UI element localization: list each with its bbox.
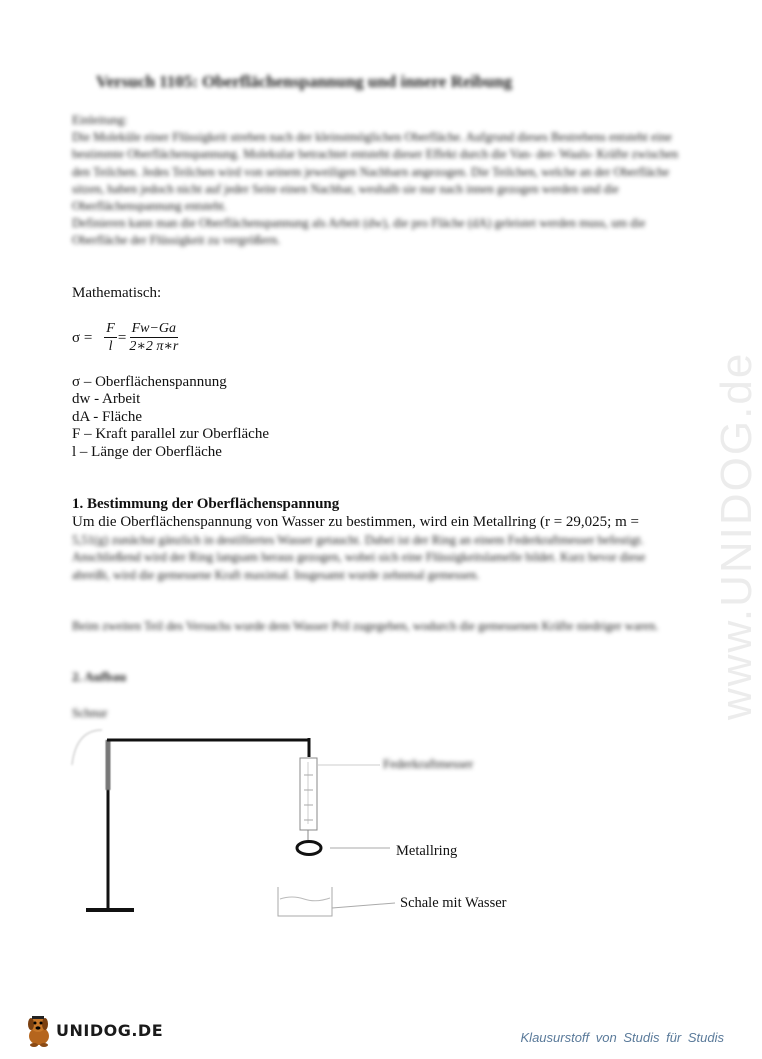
intro-paragraph-1: Die Moleküle einer Flüssigkeit streben nach der kleinstmöglichen Oberfläche. Aufgrund dieses Bestrebens entsteht eine bestimmte Oberflächenspannung. Molekular betrachtet entsteht dieser Effekt durch die Van- der- Waals- Kräfte zwischen den Teilchen. Jedes Teilchen wird von seinem jeweiligen Nachbarn angezogen. Die Teilchen, welche an der Oberfläche sitzen, haben jedoch nicht auf jeder Seite einen Nachbar, weshalb sie nur nach innen gezogen werden und die Oberflächenspannung entsteht.	[72, 130, 679, 214]
section-1-title: 1. Bestimmung der Oberflächenspannung	[72, 496, 340, 512]
label-schnur: Schnur	[72, 706, 108, 720]
section-1-first-line: Um die Oberflächenspannung von Wasser zu bestimmen, wird ein Metallring (r = 29,025; m =	[72, 514, 639, 530]
formula-equals: =	[117, 329, 127, 346]
unidog-logo	[24, 1012, 163, 1048]
definition-item: l – Länge der Oberfläche	[72, 443, 222, 460]
intro-heading: Einleitung:	[72, 113, 128, 127]
metal-ring	[297, 842, 321, 855]
fraction-denominator: 2∗2 π∗r	[129, 339, 179, 354]
fraction-numerator: Fw−Ga	[131, 321, 177, 336]
section-1-paragraph: 5,51(g) zunächst gänzlich in destilliertes Wasser getaucht. Dabei ist der Ring an einem Federkraftmesser befestigt.	[72, 533, 644, 547]
definition-item: σ – Oberflächenspannung	[72, 374, 227, 390]
logo-text: UNIDOG.DE	[56, 1020, 164, 1040]
apparatus-diagram	[60, 720, 360, 920]
formula-lhs: σ =	[72, 329, 93, 346]
math-label: Mathematisch:	[72, 285, 162, 301]
fraction-force-over-length	[127, 321, 180, 355]
definition-list	[72, 374, 269, 461]
label-schale: Schale mit Wasser	[400, 895, 507, 911]
definition-item: F – Kraft parallel zur Oberfläche	[72, 426, 269, 443]
formula	[72, 318, 180, 358]
dog-icon	[24, 1012, 54, 1048]
definition-item: dw - Arbeit	[72, 391, 141, 408]
fraction-denominator: l	[108, 339, 113, 354]
section-1-body	[72, 532, 682, 584]
water-bowl	[278, 887, 332, 916]
label-federkraftmesser: Federkraftmesser	[383, 756, 474, 771]
section-2-title: 2. Aufbau	[72, 669, 127, 684]
label-metallring: Metallring	[396, 843, 458, 859]
section-1-paragraph: Anschließend wird der Ring langsam heraus gezogen, wobei sich eine Flüssigkeitslamelle bildet. Kurz bevor diese abreißt, wird die gemessene Kraft maximal. Insgesamt wurde zehnmal gemessen.	[72, 550, 646, 582]
fraction-f-over-l	[104, 321, 117, 355]
definition-item: dA - Fläche	[72, 408, 142, 425]
fraction-numerator: F	[106, 321, 115, 336]
intro-section	[72, 112, 682, 250]
watermark: www.UNIDOG.de	[712, 351, 761, 720]
leader-schale	[332, 903, 395, 908]
section-1-paragraph-pril: Beim zweiten Teil des Versuchs wurde dem Wasser Pril zugegeben, wodurch die gemessenen Kräfte niedriger waren.	[72, 619, 659, 633]
intro-paragraph-2: Definieren kann man die Oberflächenspannung als Arbeit (dw), die pro Fläche (dA) geleistet werden muss, um die Oberfläche der Flüssigkeit zu vergrößern.	[72, 216, 646, 248]
document-title: Versuch 1105: Oberflächenspannung und innere Reibung	[96, 72, 513, 91]
schnur-string	[72, 730, 102, 765]
footer-slogan: Klausurstoff von Studis für Studis	[520, 1030, 724, 1045]
water-surface	[280, 897, 330, 901]
